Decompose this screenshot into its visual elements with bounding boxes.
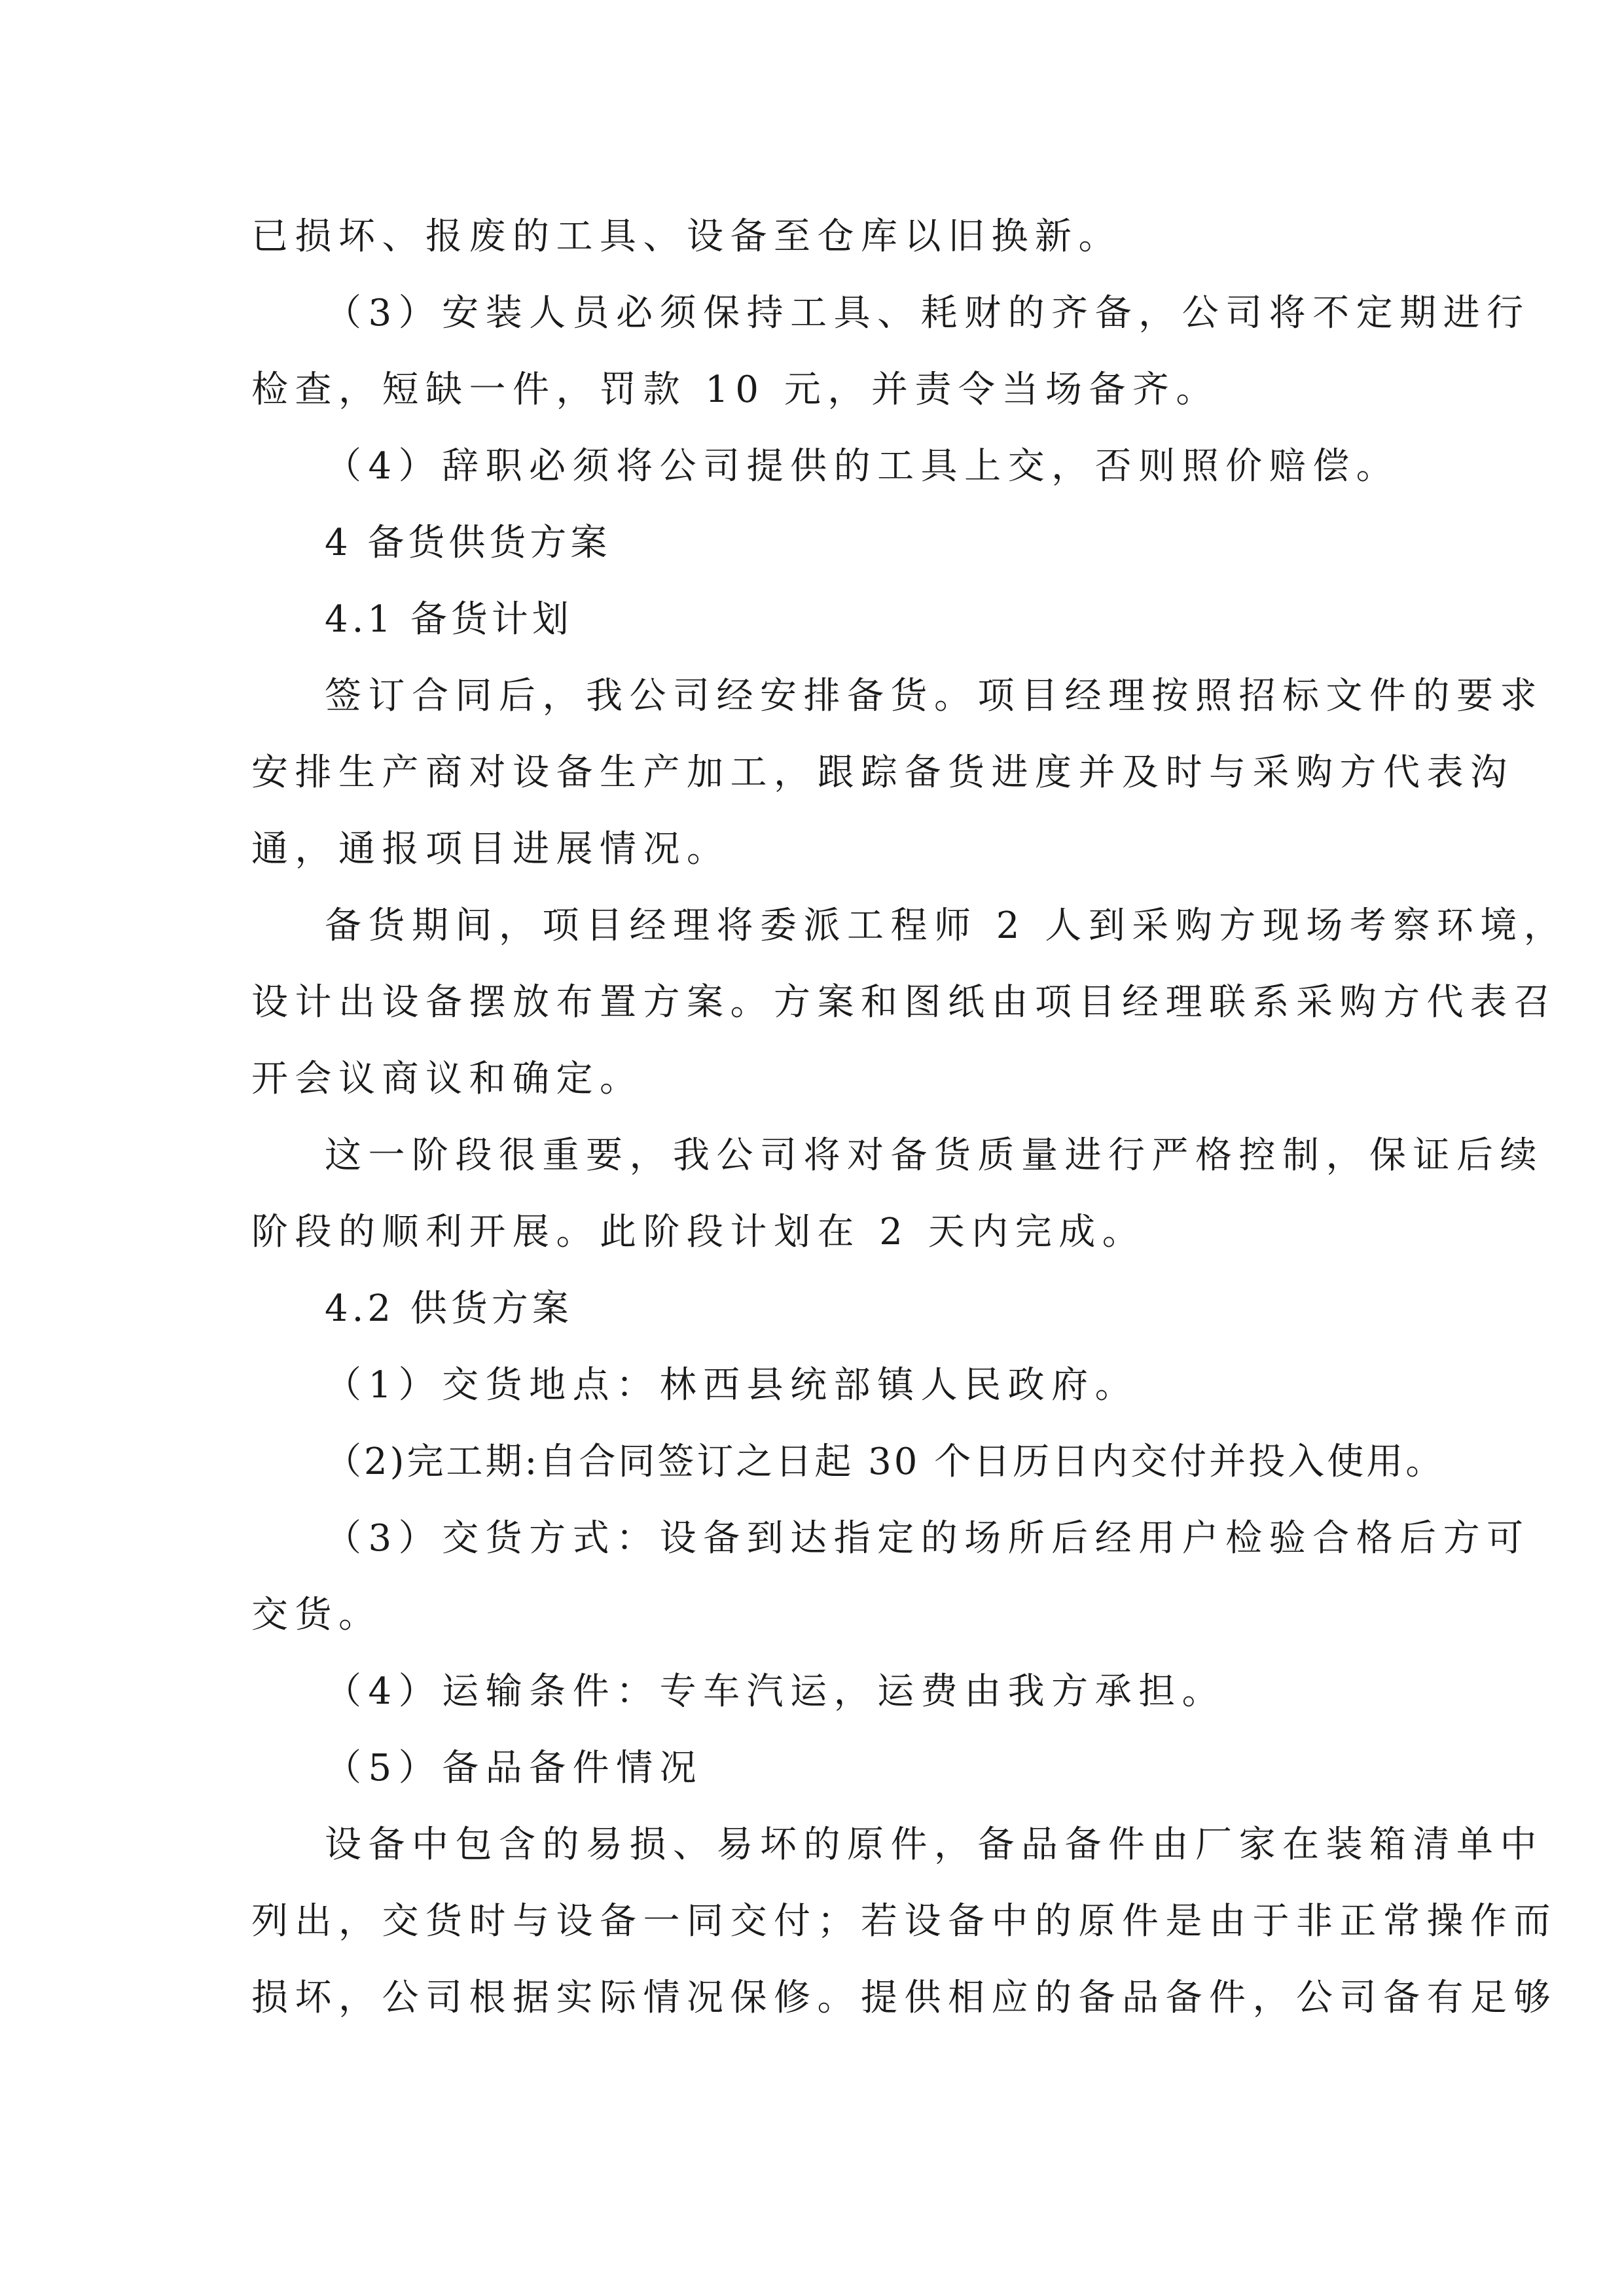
text-line: （5）备品备件情况	[325, 1747, 704, 1789]
subsection-heading: 4.2 供货方案	[325, 1287, 573, 1330]
text-line: 损坏，公司根据实际情况保修。提供相应的备品备件，公司备有足够	[251, 1977, 1557, 2019]
text-line: （3）安装人员必须保持工具、耗财的齐备，公司将不定期进行	[325, 292, 1530, 334]
text-line: 阶段的顺利开展。此阶段计划在 2 天内完成。	[251, 1211, 1146, 1253]
text-line: （1）交货地点：林西县统部镇人民政府。	[325, 1364, 1139, 1407]
text-line: 交货。	[251, 1594, 382, 1636]
text-line: 已损坏、报废的工具、设备至仓库以旧换新。	[251, 215, 1122, 258]
text-line: 签订合同后，我公司经安排备货。项目经理按照招标文件的要求	[325, 675, 1543, 717]
text-line: （4）辞职必须将公司提供的工具上交，否则照价赔偿。	[325, 445, 1400, 488]
text-line: 这一阶段很重要，我公司将对备货质量进行严格控制，保证后续	[325, 1134, 1543, 1177]
text-line: 列出，交货时与设备一同交付；若设备中的原件是由于非正常操作而	[251, 1900, 1557, 1943]
text-line: 设备中包含的易损、易坏的原件，备品备件由厂家在装箱清单中	[325, 1823, 1543, 1866]
text-line: 检查，短缺一件，罚款 10 元，并责令当场备齐。	[251, 368, 1219, 411]
subsection-heading: 4.1 备货计划	[325, 598, 573, 641]
text-line: 开会议商议和确定。	[251, 1058, 643, 1100]
section-heading: 4 备货供货方案	[325, 522, 611, 564]
text-line: （2)完工期:自合同签订之日起 30 个日历日内交付并投入使用。	[325, 1441, 1445, 1483]
text-line: （4）运输条件：专车汽运，运费由我方承担。	[325, 1670, 1226, 1713]
text-line: 备货期间，项目经理将委派工程师 2 人到采购方现场考察环境，	[325, 905, 1568, 947]
text-line: 安排生产商对设备生产加工，跟踪备货进度并及时与采购方代表沟	[251, 751, 1514, 794]
text-line: （3）交货方式：设备到达指定的场所后经用户检验合格后方可	[325, 1517, 1530, 1560]
text-line: 通，通报项目进展情况。	[251, 828, 731, 870]
text-line: 设计出设备摆放布置方案。方案和图纸由项目经理联系采购方代表召	[251, 981, 1557, 1024]
